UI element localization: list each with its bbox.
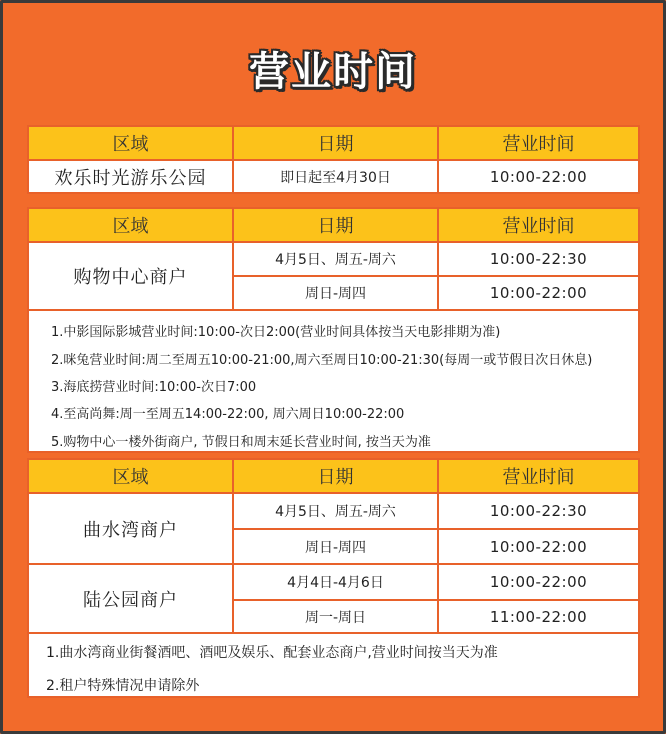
header-date: 日期 (234, 127, 437, 159)
note-line: 1.曲水湾商业街餐酒吧、酒吧及娱乐、配套业态商户,营业时间按当天为准 (46, 645, 498, 661)
hours-cell: 10:00-22:00 (489, 284, 588, 302)
area-cell: 欢乐时光游乐公园 (54, 167, 207, 189)
note-line: 5.购物中心一楼外街商户, 节假日和周末延长营业时间, 按当天为准 (51, 435, 431, 450)
note-line: 2.咪兔营业时间:周二至周五10:00-21:00,周六至周日10:00-21:30(每周一或节假日次日休息) (51, 353, 593, 368)
note-line: 4.至高尚舞:周一至周五14:00-22:00, 周六周日10:00-22:00 (51, 407, 405, 422)
header-area: 区域 (29, 460, 232, 492)
note-line: 3.海底捞营业时间:10:00-次日7:00 (51, 380, 257, 395)
divider (29, 632, 638, 634)
header-hours: 营业时间 (439, 460, 638, 492)
header-hours: 营业时间 (439, 127, 638, 159)
hours-cell: 10:00-22:00 (489, 167, 588, 186)
header-area: 区域 (29, 209, 232, 241)
table-waterfront-park (27, 458, 640, 698)
note-line: 1.中影国际影城营业时间:10:00-次日2:00(营业时间具体按当天电影排期为准) (51, 325, 501, 340)
date-cell: 4月4日-4月6日 (287, 575, 384, 591)
hours-cell: 10:00-22:30 (489, 502, 588, 520)
date-cell: 即日起至4月30日 (280, 169, 391, 186)
date-cell: 周一-周日 (304, 609, 367, 626)
date-cell: 周日-周四 (304, 286, 367, 302)
header-area: 区域 (29, 127, 232, 159)
header-date: 日期 (234, 209, 437, 241)
date-cell: 周日-周四 (304, 539, 367, 556)
date-cell: 4月5日、周五-周六 (275, 252, 396, 268)
table-amusement-park (27, 125, 640, 194)
area-cell: 曲水湾商户 (83, 519, 178, 541)
hours-cell: 10:00-22:00 (489, 537, 588, 556)
hours-cell: 10:00-22:00 (489, 573, 588, 591)
area-cell: 陆公园商户 (83, 589, 178, 611)
date-cell: 4月5日、周五-周六 (275, 504, 396, 520)
divider (29, 309, 638, 311)
hours-cell: 11:00-22:00 (489, 607, 588, 626)
note-line: 2.租户特殊情况申请除外 (46, 678, 200, 694)
page-title: 营业时间 (249, 49, 417, 95)
header-hours: 营业时间 (439, 209, 638, 241)
header-date: 日期 (234, 460, 437, 492)
table-shopping-center (27, 207, 640, 453)
area-cell: 购物中心商户 (73, 267, 188, 288)
hours-cell: 10:00-22:30 (489, 250, 588, 268)
